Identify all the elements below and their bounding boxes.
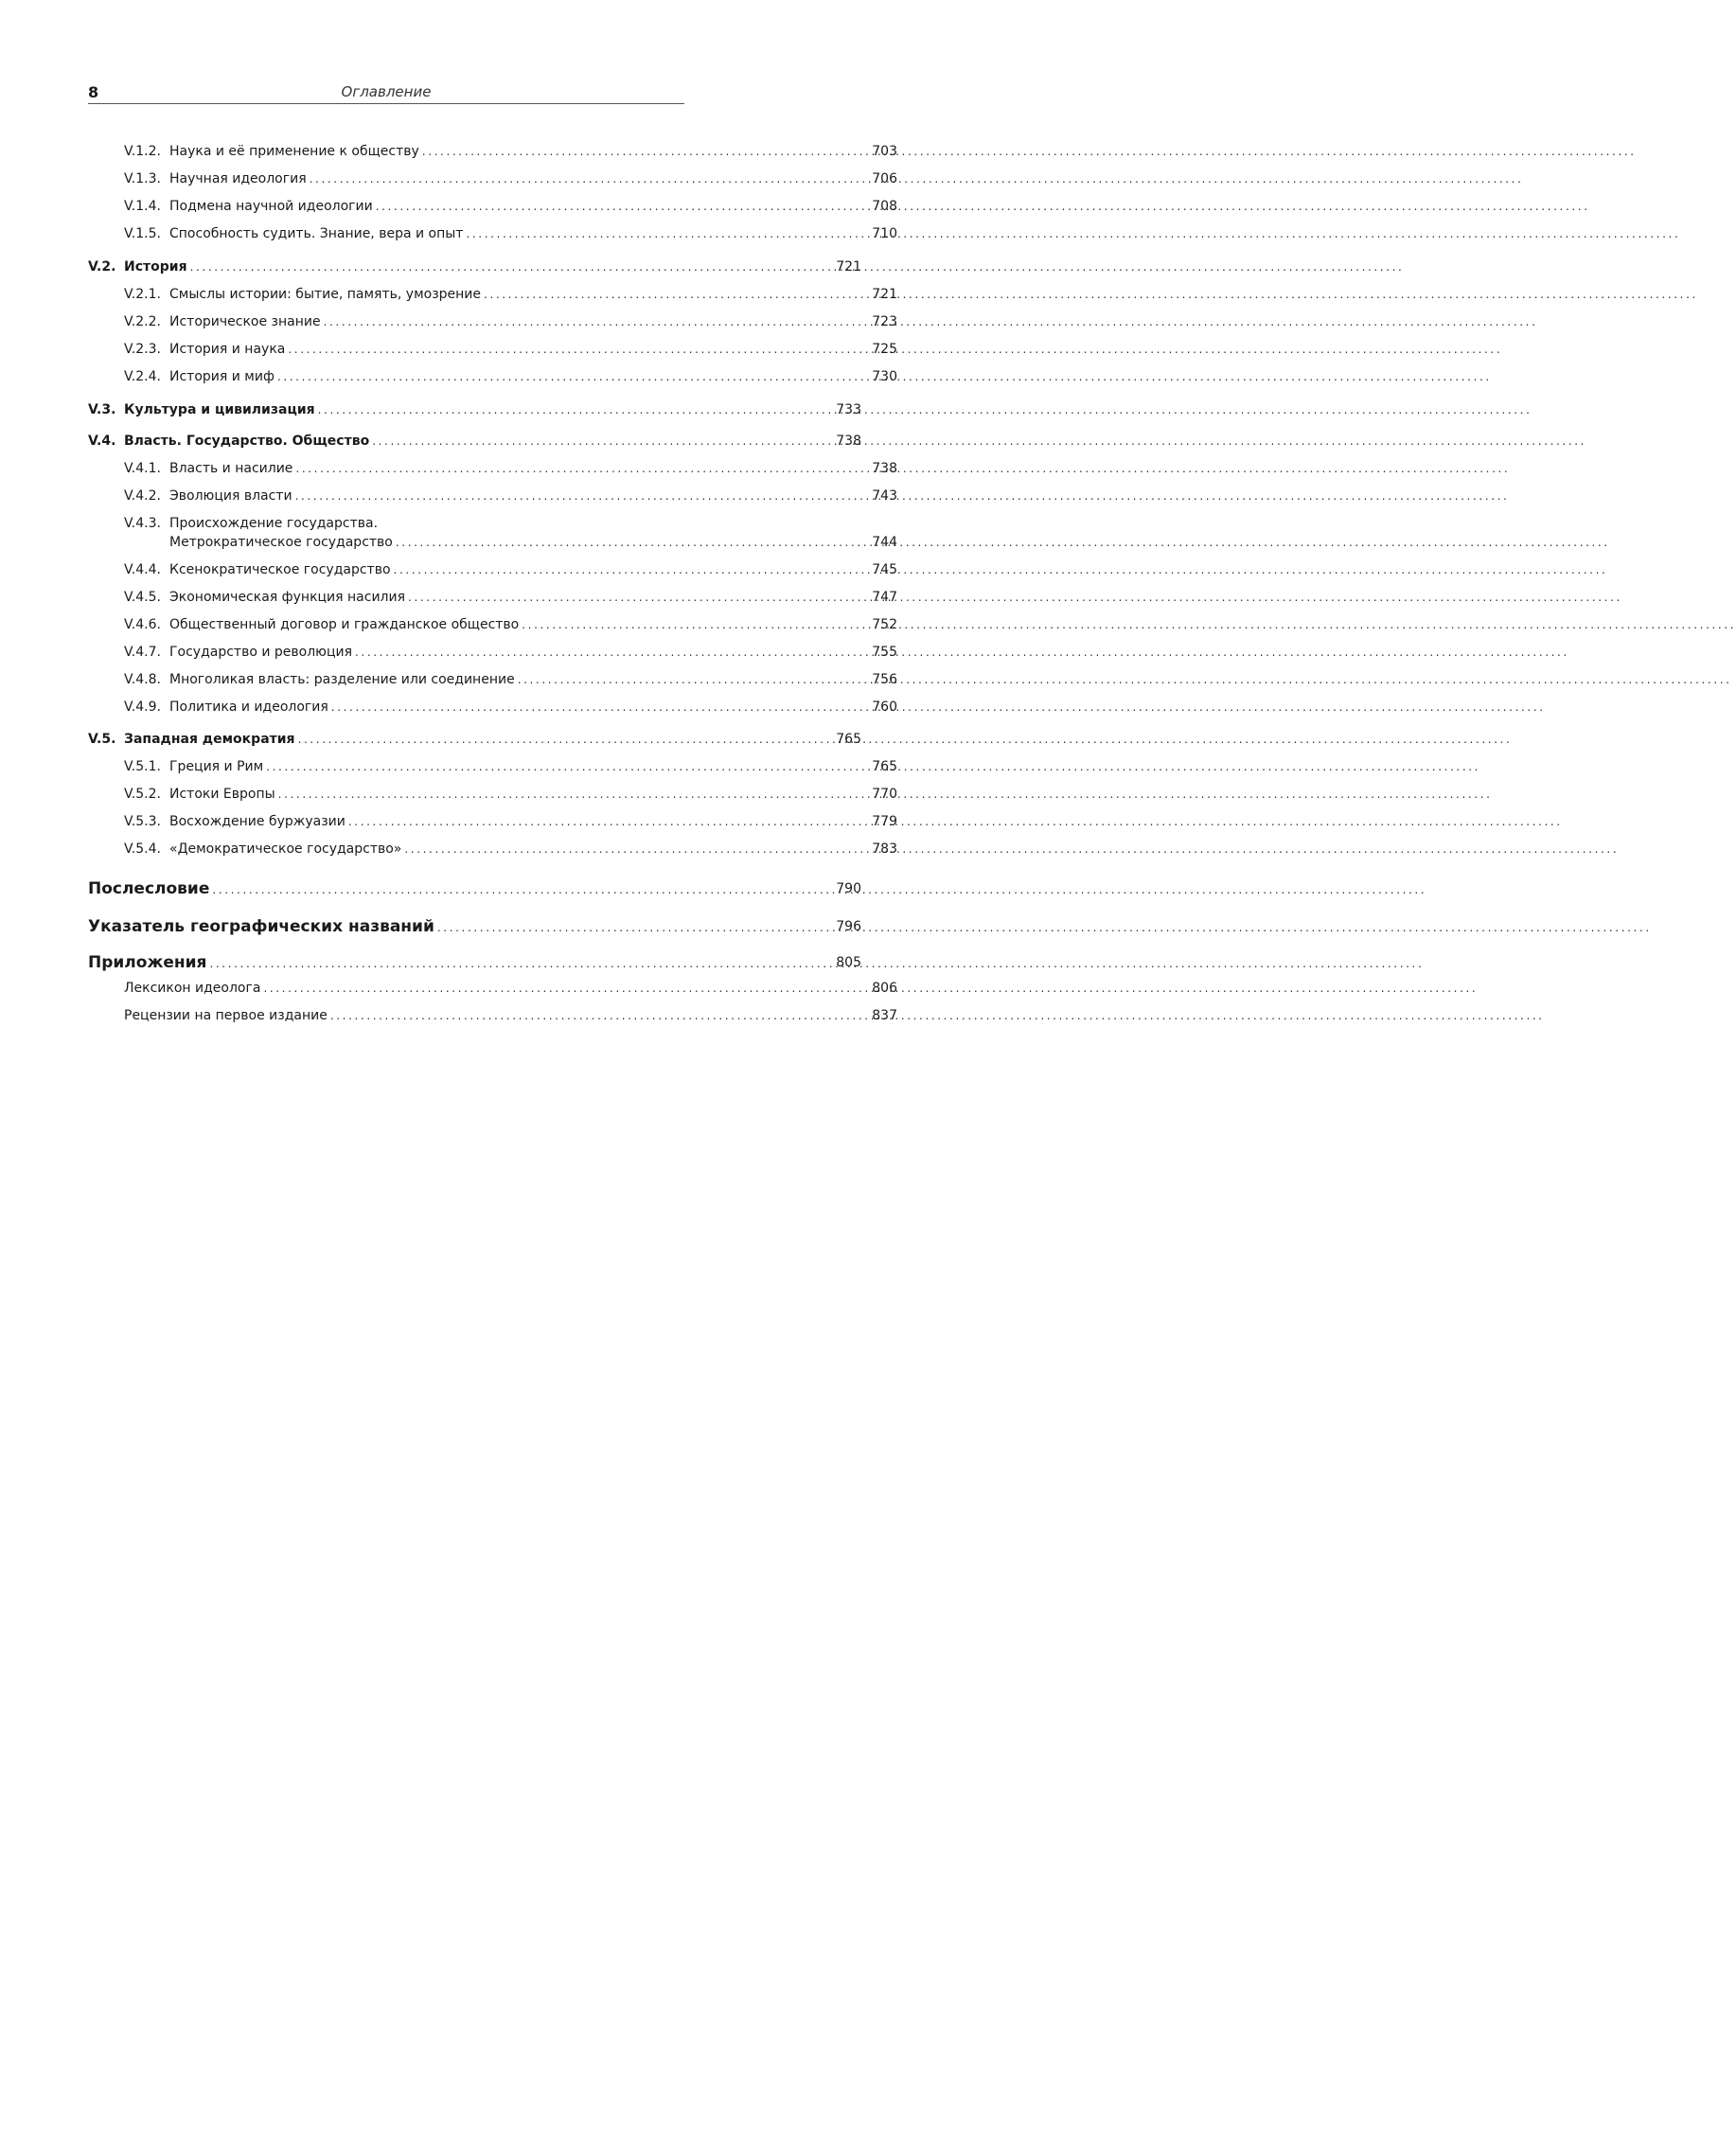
section-title: Власть. Государство. Общество	[124, 434, 370, 449]
chapter-page: 796	[836, 919, 861, 934]
entry-page: 744	[872, 535, 897, 550]
toc-entry[interactable]	[124, 225, 897, 242]
entry-page: 765	[872, 759, 897, 774]
section-title: Западная демократия	[124, 732, 295, 747]
entry-title: Метрократическое государство	[169, 535, 393, 550]
entry-number: V.4.5.	[124, 590, 161, 605]
toc-chapter-entry[interactable]	[88, 878, 861, 900]
entry-number: V.5.3.	[124, 814, 161, 829]
toc-chapter-entry[interactable]	[88, 916, 861, 938]
entry-title: Политика и идеология	[169, 700, 328, 715]
running-title: Оглавление	[341, 83, 432, 100]
entry-title: Наука и её применение к обществу	[169, 144, 419, 159]
entry-page: 738	[872, 461, 897, 476]
toc-entry[interactable]	[124, 341, 897, 358]
entry-page: 708	[872, 199, 897, 214]
chapter-title: Послесловие	[88, 879, 210, 898]
entry-title: Власть и насилие	[169, 461, 293, 476]
entry-number: V.1.5.	[124, 226, 161, 241]
entry-title: «Демократическое государство»	[169, 841, 402, 857]
entry-page: 723	[872, 314, 897, 329]
entry-page: 747	[872, 590, 897, 605]
entry-number: V.5.4.	[124, 841, 161, 857]
entry-title: История и наука	[169, 342, 286, 357]
entry-number: V.4.3.	[124, 516, 161, 531]
toc-chapter-entry[interactable]	[88, 952, 861, 974]
entry-page: 770	[872, 787, 897, 802]
entry-page: 779	[872, 814, 897, 829]
entry-title: История и миф	[169, 369, 275, 384]
entry-number: V.2.3.	[124, 342, 161, 357]
toc-entry[interactable]	[124, 644, 897, 661]
section-title: История	[124, 259, 187, 275]
entry-title: Лексикон идеолога	[124, 981, 261, 996]
entry-number: V.1.4.	[124, 199, 161, 214]
entry-page: 755	[872, 645, 897, 660]
entry-page: 706	[872, 171, 897, 186]
toc-entry[interactable]	[124, 143, 897, 160]
entry-page: 745	[872, 562, 897, 577]
toc-entry[interactable]	[124, 758, 897, 775]
toc-entry[interactable]	[124, 368, 897, 385]
entry-title: Греция и Рим	[169, 759, 264, 774]
toc-entry[interactable]	[124, 671, 897, 688]
entry-number: V.2.2.	[124, 314, 161, 329]
toc-entry[interactable]	[124, 980, 897, 997]
entry-title: Многоликая власть: разделение или соединение	[169, 672, 515, 687]
toc-entry[interactable]	[124, 460, 897, 477]
entry-number: V.4.4.	[124, 562, 161, 577]
section-number: V.4.	[88, 434, 116, 449]
entry-page: 721	[872, 287, 897, 302]
section-page: 765	[836, 732, 861, 747]
chapter-title: Указатель географических названий	[88, 917, 434, 936]
book-page	[0, 0, 897, 1136]
entry-title: Смыслы истории: бытие, память, умозрение	[169, 287, 482, 302]
section-page: 733	[836, 402, 861, 417]
entry-title: Историческое знание	[169, 314, 321, 329]
entry-number: V.1.3.	[124, 171, 161, 186]
entry-title: Общественный договор и гражданское общество	[169, 617, 520, 632]
entry-page: 730	[872, 369, 897, 384]
section-page: 738	[836, 434, 861, 449]
toc-entry-first-line[interactable]	[124, 515, 378, 532]
toc-entry[interactable]	[124, 616, 897, 633]
entry-number: V.1.2.	[124, 144, 161, 159]
entry-number: V.4.8.	[124, 672, 161, 687]
toc-section-entry[interactable]	[88, 258, 861, 275]
entry-page: 837	[872, 1008, 897, 1023]
toc-entry[interactable]	[124, 313, 897, 330]
entry-title: Истоки Европы	[169, 787, 275, 802]
entry-page: 703	[872, 144, 897, 159]
entry-page: 725	[872, 342, 897, 357]
entry-title: Восхождение буржуазии	[169, 814, 345, 829]
toc-entry[interactable]	[124, 198, 897, 215]
chapter-page: 790	[836, 881, 861, 896]
toc-section-entry[interactable]	[88, 433, 861, 450]
entry-title: Государство и революция	[169, 645, 352, 660]
entry-page: 806	[872, 981, 897, 996]
entry-number: V.4.1.	[124, 461, 161, 476]
entry-title: Научная идеология	[169, 171, 307, 186]
entry-page: 783	[872, 841, 897, 857]
toc-entry[interactable]	[124, 813, 897, 830]
toc-entry[interactable]	[124, 1007, 897, 1024]
entry-number: V.2.4.	[124, 369, 161, 384]
toc-entry[interactable]	[124, 487, 897, 505]
toc-entry[interactable]	[124, 699, 897, 716]
entry-title-line1: Происхождение государства.	[169, 516, 379, 531]
entry-page: 756	[872, 672, 897, 687]
toc-section-entry[interactable]	[88, 401, 861, 418]
entry-page: 752	[872, 617, 897, 632]
toc-entry[interactable]	[124, 589, 897, 606]
entry-number: V.5.1.	[124, 759, 161, 774]
page-header	[88, 80, 684, 104]
entry-number: V.2.1.	[124, 287, 161, 302]
header-rule	[88, 103, 684, 104]
entry-page: 743	[872, 488, 897, 504]
toc-entry[interactable]	[124, 534, 897, 551]
entry-title: Экономическая функция насилия	[169, 590, 406, 605]
entry-title: Подмена научной идеологии	[169, 199, 373, 214]
entry-title: Способность судить. Знание, вера и опыт	[169, 226, 464, 241]
entry-page: 710	[872, 226, 897, 241]
entry-title: Рецензии на первое издание	[124, 1008, 328, 1023]
entry-number: V.4.6.	[124, 617, 161, 632]
toc-section-entry[interactable]	[88, 731, 861, 748]
entry-number: V.4.2.	[124, 488, 161, 504]
entry-title: Эволюция власти	[169, 488, 292, 504]
chapter-page: 805	[836, 955, 861, 970]
toc-entry[interactable]	[124, 841, 897, 858]
toc-entry[interactable]	[124, 561, 897, 578]
toc-entry[interactable]	[124, 286, 897, 303]
section-number: V.5.	[88, 732, 116, 747]
page-number: 8	[88, 83, 99, 101]
section-number: V.3.	[88, 402, 116, 417]
entry-number: V.4.7.	[124, 645, 161, 660]
entry-number: V.4.9.	[124, 700, 161, 715]
section-number: V.2.	[88, 259, 116, 275]
entry-number: V.5.2.	[124, 787, 161, 802]
entry-title: Ксенократическое государство	[169, 562, 391, 577]
chapter-title: Приложения	[88, 953, 207, 972]
toc-entry[interactable]	[124, 170, 897, 187]
toc-entry[interactable]	[124, 786, 897, 803]
entry-page: 760	[872, 700, 897, 715]
section-title: Культура и цивилизация	[124, 402, 315, 417]
section-page: 721	[836, 259, 861, 275]
